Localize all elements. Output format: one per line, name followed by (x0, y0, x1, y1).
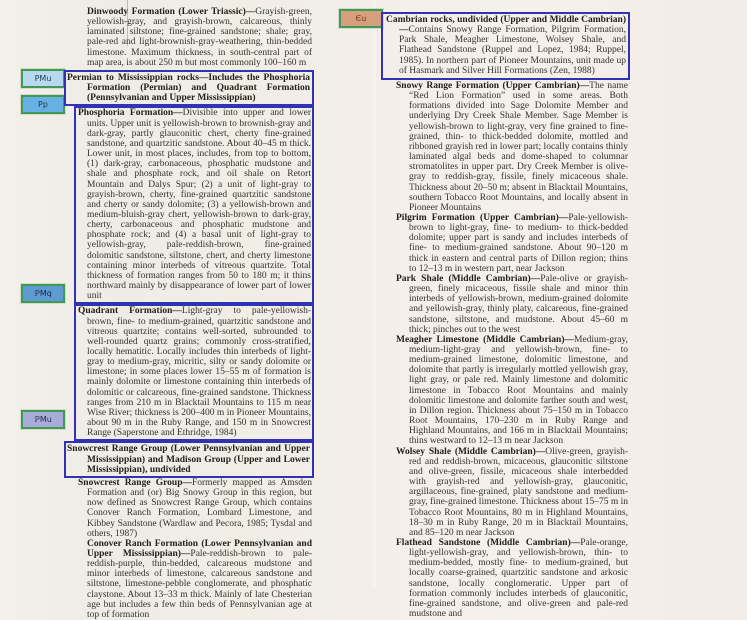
entry-wolsey-shale: Wolsey Shale (Middle Cambrian)—Olive-green, grayish-red and reddish-brown, micaceous, glauconitic siltstone and olive-green, fissile, micaceous shale interbedded with grayish-red and yellowish-gray, glauconitic, argillaceous, fine-grained, platy sandstone and medium-gray, fine-grained limestone. Thickness about 15–75 m in Tobacco Root Mountains, 80 m in Highland Mountains, 18–30 m in Ruby Range, 20 m in Blacktail Mountains, and 85–120 m near Jackson (396, 446, 628, 538)
entry-snowcrest-title: Snowcrest Range Group— (78, 477, 192, 488)
unit-chip-Cu (339, 9, 383, 28)
unit-chip-Pp (21, 95, 65, 114)
right-column (385, 12, 628, 619)
entry-wolsey-title: Wolsey Shale (Middle Cambrian)— (396, 446, 546, 457)
entry-flathead-title: Flathead Sandstone (Middle Cambrian)— (396, 537, 581, 548)
unit-chip-Pp-label: Pp (38, 100, 48, 109)
entry-quadrant-formation: Quadrant Formation—Light-gray to pale-yellowish-brown, fine- to medium-grained, quartzitic sandstone and vitreous quartzite; contains well-sorted, subrounded to well-rounded quartz grains; commonly cross-stratified, locally hematitic. Locally includes thin interbeds of light-gray to medium-gray, micritic, silty or sandy dolomite or limestone; in some places lower 15–55 m of formation is mainly dolomite or limestone containing thin interbeds of dolomitic or calcareous, fine-grained sandstone. Thickness ranges from 210 m in Blacktail Mountains to 115 m near Wise River; thickness is 200–400 m in Pioneer Mountains, about 90 m in the Ruby Range, and 150 m in Snowcrest Range (Saperstone and Ethridge, 1984) (78, 306, 311, 439)
entry-meagher-limestone: Meagher Limestone (Middle Cambrian)—Medium-gray, medium-light-gray and yellowish-brown, fine- to medium-grained limestone, dolomitic limestone, and dolomite that partly is irregularly mottled yellowish gray, light gray, or pale red. Mainly limestone and dolomitic limestone in Tobacco Root Mountains and mainly dolomitic limestone and dolomite farther south and west, in Dillon region. Thickness about 75–150 m in Tobacco Root Mountains, 170–230 m in Ruby Range and Highland Mountains, and 166 m in Blacktail Mountains; thins westward to 12–13 m near Jackson (396, 334, 628, 447)
entry-snowcrest-range-group: Snowcrest Range Group—Formerly mapped as Amsden Formation and (or) Big Snowy Group in this region, but now defined as Snowcrest Range Group, which contains Conover Ranch Formation, Lombard Limestone, and Kibbey Sandstone (Wardlaw and Pecora, 1985; Tysdal and others, 1987) (78, 477, 312, 539)
annotation-box-cambrian (381, 12, 630, 80)
entry-snowcrest-madison-heading: Snowcrest Range Group (Lower Pennsylvanian and Upper Mississippian) and Madison Group (Upper and Lower Mississippian), undivided (67, 444, 310, 475)
entry-meagher-title: Meagher Limestone (Middle Cambrian)— (396, 334, 574, 345)
annotation-box-phosphoria (74, 106, 314, 304)
annotation-box-snowcrest-heading (64, 441, 314, 477)
entry-pilgrim-title: Pilgrim Formation (Upper Cambrian)— (396, 212, 569, 223)
entry-phosphoria-title: Phosphoria Formation— (78, 108, 183, 119)
unit-chip-PMq (21, 284, 65, 303)
entry-permian-to-mississippian-heading: Permian to Mississippian rocks—Includes the Phosphoria Formation (Permian) and Quadrant Formation (Pennsylvanian and Upper Mississippian) (67, 72, 310, 104)
entry-conover-title: Conover Ranch Formation (Lower Pennsylvanian and Upper Mississippian)— (87, 538, 312, 559)
entry-cambrian-title: Cambrian rocks, undivided (Upper and Middle Cambrian)— (386, 15, 626, 36)
entry-dinwoody-formation: Dinwoody Formation (Lower Triassic)—Grayish-green, yellowish-gray, and grayish-brown, calcareous, thinly laminated siltstone; fine-grained sandstone; shale; gray, pale-red and light-brownish-gray-weathering, thin-bedded limestone. Maximum thickness, in south-central part of map area, is about 250 m but most commonly 100–160 m (87, 7, 312, 68)
unit-chip-IPMu (21, 410, 65, 429)
entry-park-shale-title: Park Shale (Middle Cambrian)— (396, 273, 541, 284)
unit-chip-IPMu-label: ℙMu (34, 415, 52, 424)
annotation-box-permian-heading (64, 70, 314, 106)
unit-chip-Cu-label: Єu (355, 14, 367, 23)
entry-flathead-sandstone: Flathead Sandstone (Middle Cambrian)—Pale-orange, light-yellowish-gray, and yellowish-brown, thin- to medium-bedded, mostly fine- to medium-grained, but locally coarse-grained, quartzitic sandstone and arkosic sandstone, locally conglomeratic. Upper part of formation commonly includes interbeds of glauconitic, fine-grained sandstone, and olive-green and pale-red mudstone and (396, 537, 628, 620)
unit-chip-PMu-label: PMu (34, 74, 52, 83)
column-gutter-shading (372, 0, 378, 587)
entry-park-shale: Park Shale (Middle Cambrian)—Pale-olive or grayish-green, finely micaceous, fissile shale and minor thin interbeds of yellowish-brown, medium-grained dolomite and yellowish-gray, thinly platy, calcareous, fine-grained sandstone, siltstone, and mudstone. About 45–60 m thick; pinches out to the west (396, 273, 629, 335)
entry-phosphoria-formation: Phosphoria Formation—Divisible into upper and lower units. Upper unit is yellowish-brown to brownish-gray and dark-gray, partly glauconitic chert, cherty fine-grained sandstone, and quartzitic sandstone. About 40–45 m thick. Lower unit, in most places, includes, from top to bottom, (1) dark-gray, carbonaceous, phosphatic mudstone and shale and phosphate rock, and oil shale on Retort Mountain and Dalys Spur; (2) a unit of light-gray to grayish-brown, cherty, fine-grained quartzitic sandstone and cherty or sandy dolomite; (3) a yellowish-brown and medium-bluish-gray chert, yellowish-brown to dark-gray, cherty, carbonaceous and phosphatic mudstone and phosphate rock; and (4) a basal unit of light-gray to yellowish-gray, pale-reddish-brown, fine-grained dolomitic sandstone, siltstone, chert, and cherty limestone containing minor interbeds of vitreous quartzite. Total thickness of formation ranges from 50 to 180 m; it thins northward mainly by disappearance of lower part of lower unit (78, 108, 311, 302)
entry-quadrant-title: Quadrant Formation— (78, 306, 182, 317)
unit-chip-PMu (21, 69, 65, 88)
entry-snowy-range-title: Snowy Range Formation (Upper Cambrian)— (396, 80, 590, 91)
entry-conover-ranch-formation: Conover Ranch Formation (Lower Pennsylvanian and Upper Mississippian)—Pale-reddish-brown to pale-reddish-purple, thin-bedded, calcareous mudstone and minor interbeds of limestone, calcareous sandstone and siltstone, limestone-pebble conglomerate, and phosphatic claystone. About 13–33 m thick. Mainly of late Chesterian age but includes a few thin beds of Pennsylvanian age at top of formation (87, 538, 312, 620)
entry-cambrian-rocks-undivided: Cambrian rocks, undivided (Upper and Middle Cambrian)—Contains Snowy Range Formation, Pilgrim Formation, Park Shale, Meagher Limestone, Wolsey Shale, and Flathead Sandstone (Ruppel and Lopez, 1984; Ruppel, 1985). In northern part of Pioneer Mountains, unit made up of Hasmark and Silver Hill Formations (Zen, 1988) (386, 15, 626, 76)
entry-snowy-range-formation: Snowy Range Formation (Upper Cambrian)—The name “Red Lion Formation” used in some areas. Both formations divided into Sage Dolomite Member and underlying Dry Creek Shale Member. Sage Member is yellowish-brown to light-gray, very fine grained to fine-grained, thin- to thick-bedded dolomite, mottled and ribboned grayish red in lower part; locally contains thinly laminated algal beds and dome-shaped to columnar stromatolites in upper part. Dry Creek Member is olive-gray to reddish-gray, fissile, finely micaceous shale. Thickness about 20–50 m; absent in Blacktail Mountains, southern Tobacco Root Mountains, and locally absent in Pioneer Mountains (396, 80, 628, 213)
annotation-box-quadrant (74, 304, 314, 441)
entry-dinwoody-formation-title: Dinwoody Formation (Lower Triassic)— (87, 7, 256, 17)
unit-chip-PMq-label: ℙMq (34, 289, 52, 298)
entry-pilgrim-formation: Pilgrim Formation (Upper Cambrian)—Pale-yellowish-brown to light-gray, fine- to medium- to thick-bedded dolomite; upper part is sandy and includes interbeds of fine- to medium-grained sandstone. About 90–120 m thick in eastern and central parts of Dillon region; thins to 12–13 m in western part, near Jackson (396, 212, 628, 274)
left-column (67, 7, 312, 620)
